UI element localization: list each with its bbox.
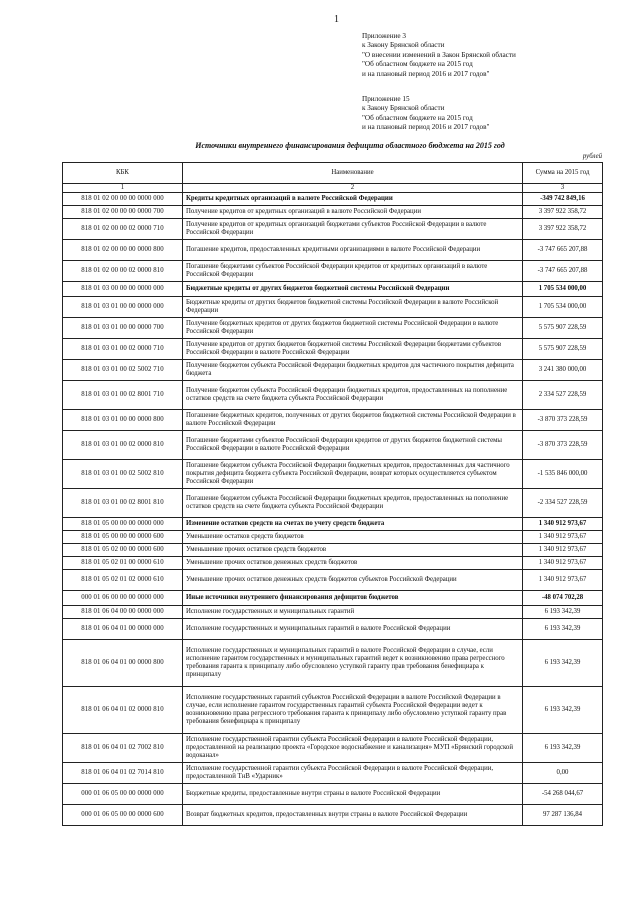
row-code: 818 01 03 01 00 02 0000 710 [63,339,183,360]
row-name: Уменьшение прочих остатков денежных средств бюджетов субъектов Российской Федерации [183,570,523,591]
row-name: Получение бюджетных кредитов от других бюджетов бюджетной системы Российской Федерации в валюте Российской Федерации [183,318,523,339]
table-row [63,360,603,381]
header-sum: Сумма на 2015 год [523,163,603,184]
table-row [63,282,603,297]
table-row [63,557,603,570]
row-code: 818 01 06 04 01 02 7002 810 [63,734,183,763]
row-name: Уменьшение прочих остатков денежных средств бюджетов [183,557,523,570]
table-row [63,687,603,734]
row-code: 818 01 06 04 01 02 7014 810 [63,763,183,784]
row-code: 818 01 05 00 00 00 0000 600 [63,531,183,544]
row-name: Исполнение государственных и муниципальных гарантий в валюте Российской Федерации [183,619,523,640]
row-sum: 6 193 342,39 [523,619,603,640]
row-code: 818 01 05 02 01 00 0000 610 [63,557,183,570]
appendix-2-line: "Об областном бюджете на 2015 год [362,113,473,122]
appendix-1-line: Приложение 3 [362,32,406,40]
table-row [63,460,603,489]
row-name: Исполнение государственной гарантии субъекта Российской Федерации в валюте Российской Федерации, предоставленной ТнВ «Ударник» [183,763,523,784]
row-code: 818 01 02 00 00 00 0000 000 [63,193,183,206]
row-code: 818 01 02 00 00 00 0000 800 [63,240,183,261]
row-code: 000 01 06 05 00 00 0000 000 [63,784,183,805]
row-name: Погашение бюджетом субъекта Российской Федерации бюджетных кредитов, предоставленных на пополнение остатков средств на счете бюджета субъекта Российской Федерации [183,489,523,518]
row-name: Исполнение государственной гарантии субъекта Российской Федерации в валюте Российской Федерации, предоставленной на реализацию проекта «Городское водоснабжение и канализация» МУП «Брянский городской водоканал» [183,734,523,763]
row-code: 818 01 03 01 00 00 0000 700 [63,318,183,339]
column-number: 3 [523,184,603,193]
row-sum: -3 870 373 228,59 [523,431,603,460]
row-sum: -54 268 044,67 [523,784,603,805]
table-row [63,640,603,687]
appendix-2-line: к Закону Брянской области [362,104,445,113]
row-name: Погашение бюджетами субъектов Российской Федерации кредитов от кредитных организаций в валюте Российской Федерации [183,261,523,282]
row-name: Изменение остатков средств на счетах по учету средств бюджета [183,518,523,531]
row-name: Получение кредитов от других бюджетов бюджетной системы Российской Федерации бюджетами субъектов Российской Федерации в валюте Российской Федерации [183,339,523,360]
row-sum: 6 193 342,39 [523,640,603,687]
table-row [63,570,603,591]
table-row [63,763,603,784]
header-code: КБК [63,163,183,184]
table-row [63,339,603,360]
table-row [63,619,603,640]
table-row [63,591,603,606]
row-code: 818 01 06 04 00 00 0000 000 [63,606,183,619]
row-sum: 0,00 [523,763,603,784]
row-code: 818 01 03 01 00 00 0000 800 [63,410,183,431]
table-row [63,606,603,619]
table-row [63,531,603,544]
table-body [63,193,603,826]
table-row [63,240,603,261]
table-row [63,297,603,318]
row-code: 818 01 02 00 00 02 0000 710 [63,219,183,240]
row-name: Исполнение государственных и муниципальных гарантий в валюте Российской Федерации в случае, если исполнение гарантом государственных и муниципальных гарантий ведет к возникновению права регрессного требования гаранта к принципалу либо обусловлено уступкой гаранту прав требования бенефициара к принципалу [183,640,523,687]
row-code: 818 01 06 04 01 02 0000 810 [63,687,183,734]
row-name: Погашение бюджетами субъектов Российской Федерации кредитов от других бюджетов бюджетной системы Российской Федерации в валюте Российской Федерации [183,431,523,460]
row-name: Иные источники внутреннего финансирования дефицитов бюджетов [183,591,523,606]
row-sum: 1 340 912 973,67 [523,570,603,591]
header-name: Наименование [183,163,523,184]
row-sum: 1 340 912 973,67 [523,544,603,557]
row-code: 818 01 03 01 00 02 0000 810 [63,431,183,460]
row-name: Бюджетные кредиты от других бюджетов бюджетной системы Российской Федерации [183,282,523,297]
document-title: Источники внутреннего финансирования дефицита областного бюджета на 2015 год [195,141,505,150]
row-sum: 1 340 912 973,67 [523,531,603,544]
row-name: Получение кредитов от кредитных организаций бюджетами субъектов Российской Федерации в валюте Российской Федерации [183,219,523,240]
row-sum: 3 397 922 358,72 [523,206,603,219]
appendix-1-line: к Закону Брянской области [362,41,445,50]
table-row [63,219,603,240]
currency-unit: рублей [582,153,602,160]
table-row [63,206,603,219]
table-row [63,544,603,557]
row-code: 000 01 06 05 00 00 0000 600 [63,805,183,826]
row-code: 818 01 03 01 00 00 0000 000 [63,297,183,318]
column-number: 1 [63,184,183,193]
row-name: Получение бюджетом субъекта Российской Федерации бюджетных кредитов, предоставленных на пополнение остатков средств на счете бюджета субъекта Российской Федерации [183,381,523,410]
row-code: 818 01 06 04 01 00 0000 000 [63,619,183,640]
row-code: 818 01 02 00 00 02 0000 810 [63,261,183,282]
table-row [63,489,603,518]
table-row [63,410,603,431]
table-row [63,518,603,531]
page-number: 1 [334,14,339,25]
row-code: 818 01 03 01 00 02 5002 810 [63,460,183,489]
row-sum: 5 575 907 228,59 [523,318,603,339]
row-name: Бюджетные кредиты, предоставленные внутри страны в валюте Российской Федерации [183,784,523,805]
row-sum: 5 575 907 228,59 [523,339,603,360]
table-row [63,805,603,826]
row-sum: 6 193 342,39 [523,734,603,763]
row-code: 818 01 03 01 00 02 8001 810 [63,489,183,518]
row-sum: 2 334 527 228,59 [523,381,603,410]
appendix-2-line: Приложение 15 [362,95,410,103]
row-sum: -3 747 665 207,88 [523,261,603,282]
table-row [63,734,603,763]
table-row [63,261,603,282]
row-sum: -48 074 702,28 [523,591,603,606]
row-sum: -2 334 527 228,59 [523,489,603,518]
row-name: Погашение бюджетом субъекта Российской Федерации бюджетных кредитов, предоставленных для частичного покрытия дефицита бюджета субъекта Российской Федерации, возврат которых осуществляется субъектом Российской Федерации [183,460,523,489]
column-number-row [63,184,603,193]
appendix-block-2 [362,95,582,133]
row-code: 818 01 03 01 00 02 5002 710 [63,360,183,381]
table-row [63,431,603,460]
row-code: 818 01 05 00 00 00 0000 000 [63,518,183,531]
appendix-2-line: и на плановый период 2016 и 2017 годов" [362,123,490,132]
row-name: Исполнение государственных и муниципальных гарантий [183,606,523,619]
table-row [63,193,603,206]
row-sum: 3 241 380 000,00 [523,360,603,381]
row-sum: 6 193 342,39 [523,687,603,734]
row-code: 818 01 05 02 00 00 0000 600 [63,544,183,557]
row-sum: 1 340 912 973,67 [523,557,603,570]
appendix-block-1 [362,32,582,79]
row-name: Уменьшение остатков средств бюджетов [183,531,523,544]
row-name: Погашение бюджетных кредитов, полученных от других бюджетов бюджетной системы Российской Федерации в валюте Российской Федерации [183,410,523,431]
row-code: 000 01 06 00 00 00 0000 000 [63,591,183,606]
appendix-1-line: "О внесении изменений в Закон Брянской области [362,50,516,59]
row-code: 818 01 03 00 00 00 0000 000 [63,282,183,297]
appendix-1-line: "Об областном бюджете на 2015 год [362,60,473,69]
row-sum: -1 535 846 000,00 [523,460,603,489]
row-name: Возврат бюджетных кредитов, предоставленных внутри страны в валюте Российской Федерации [183,805,523,826]
table-row [63,381,603,410]
row-sum: 1 705 534 000,00 [523,297,603,318]
table-header-row [63,163,603,184]
row-code: 818 01 05 02 01 02 0000 610 [63,570,183,591]
row-sum: -3 747 665 207,88 [523,240,603,261]
appendix-1-line: и на плановый период 2016 и 2017 годов" [362,69,490,78]
row-name: Исполнение государственных гарантий субъектов Российской Федерации в валюте Российской Федерации в случае, если исполнение гарантом государственных гарантий субъекта Российской Федерации ведет к возникновению права регрессного требования гаранта к принципалу либо обусловлено уступкой гаранту прав требования бенефициара к принципалу [183,687,523,734]
row-name: Получение кредитов от кредитных организаций в валюте Российской Федерации [183,206,523,219]
table-row [63,784,603,805]
row-name: Бюджетные кредиты от других бюджетов бюджетной системы Российской Федерации в валюте Российской Федерации [183,297,523,318]
row-sum: 3 397 922 358,72 [523,219,603,240]
row-code: 818 01 03 01 00 02 8001 710 [63,381,183,410]
column-number: 2 [183,184,523,193]
row-sum: -3 870 373 228,59 [523,410,603,431]
row-name: Погашение кредитов, предоставленных кредитными организациями в валюте Российской Федерации [183,240,523,261]
row-sum: 97 287 136,84 [523,805,603,826]
row-name: Получение бюджетом субъекта Российской Федерации бюджетных кредитов для частичного покрытия дефицита бюджета [183,360,523,381]
row-sum: 1 340 912 973,67 [523,518,603,531]
row-sum: -349 742 849,16 [523,193,603,206]
row-name: Уменьшение прочих остатков средств бюджетов [183,544,523,557]
row-name: Кредиты кредитных организаций в валюте Российской Федерации [183,193,523,206]
financing-sources-table [62,162,603,826]
row-sum: 1 705 534 000,00 [523,282,603,297]
row-sum: 6 193 342,39 [523,606,603,619]
table-row [63,318,603,339]
row-code: 818 01 06 04 01 00 0000 800 [63,640,183,687]
row-code: 818 01 02 00 00 00 0000 700 [63,206,183,219]
